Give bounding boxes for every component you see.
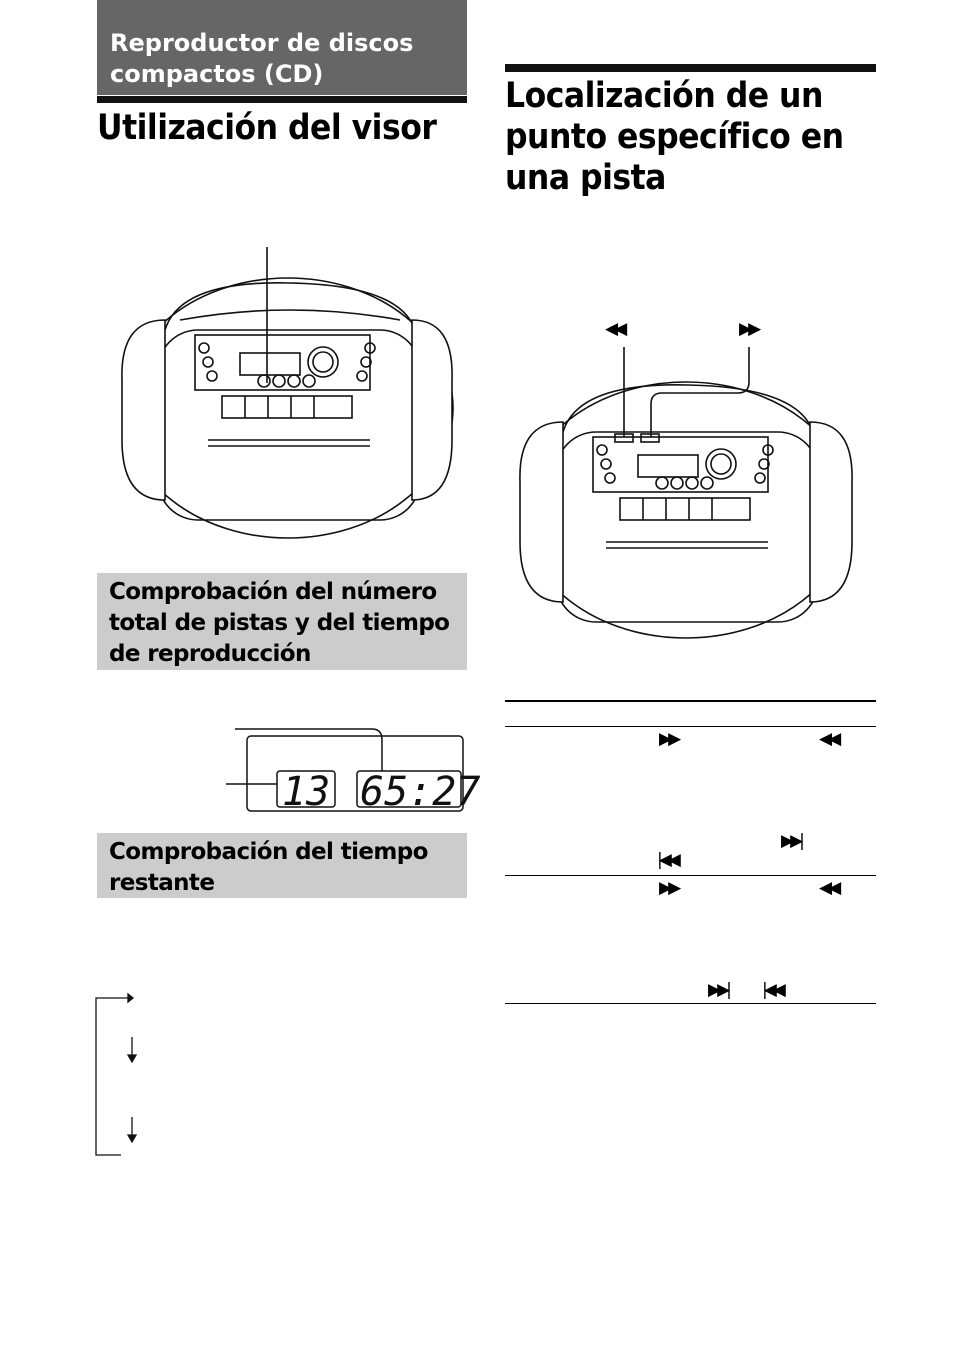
subheading-total-tracks: Comprobación del número total de pistas y del tiempo de reproducción <box>97 573 467 670</box>
row2-prev-symbol: |◀◀ <box>762 980 782 1000</box>
row1-prev-symbol: |◀◀ <box>657 850 677 870</box>
page-title-left: Utilización del visor <box>97 108 437 148</box>
subheading-remaining-time: Comprobación del tiempo restante <box>97 833 467 898</box>
table-top-rule <box>505 700 876 702</box>
display-total-time: 65:27 <box>360 769 481 815</box>
row1-rewind-symbol: ◀◀ <box>819 729 838 749</box>
row1-ffwd-symbol: ▶▶ <box>659 729 678 749</box>
display-track-count: 13 <box>282 769 331 815</box>
table-bottom-rule <box>505 1003 876 1004</box>
table-header-rule <box>505 726 876 727</box>
ffwd-symbol-label: ▶▶ <box>739 319 758 339</box>
row1-next-symbol: ▶▶| <box>781 831 801 851</box>
row2-next-symbol: ▶▶| <box>708 980 728 1000</box>
row2-ffwd-symbol: ▶▶ <box>659 878 678 898</box>
rewind-symbol-label: ◀◀ <box>605 319 624 339</box>
section-title: Reproductor de discos compactos (CD) <box>110 29 414 88</box>
page-title-right: Localización de un punto específico en una pista <box>505 76 844 198</box>
table-row-rule <box>505 875 876 876</box>
row2-rewind-symbol: ◀◀ <box>819 878 838 898</box>
